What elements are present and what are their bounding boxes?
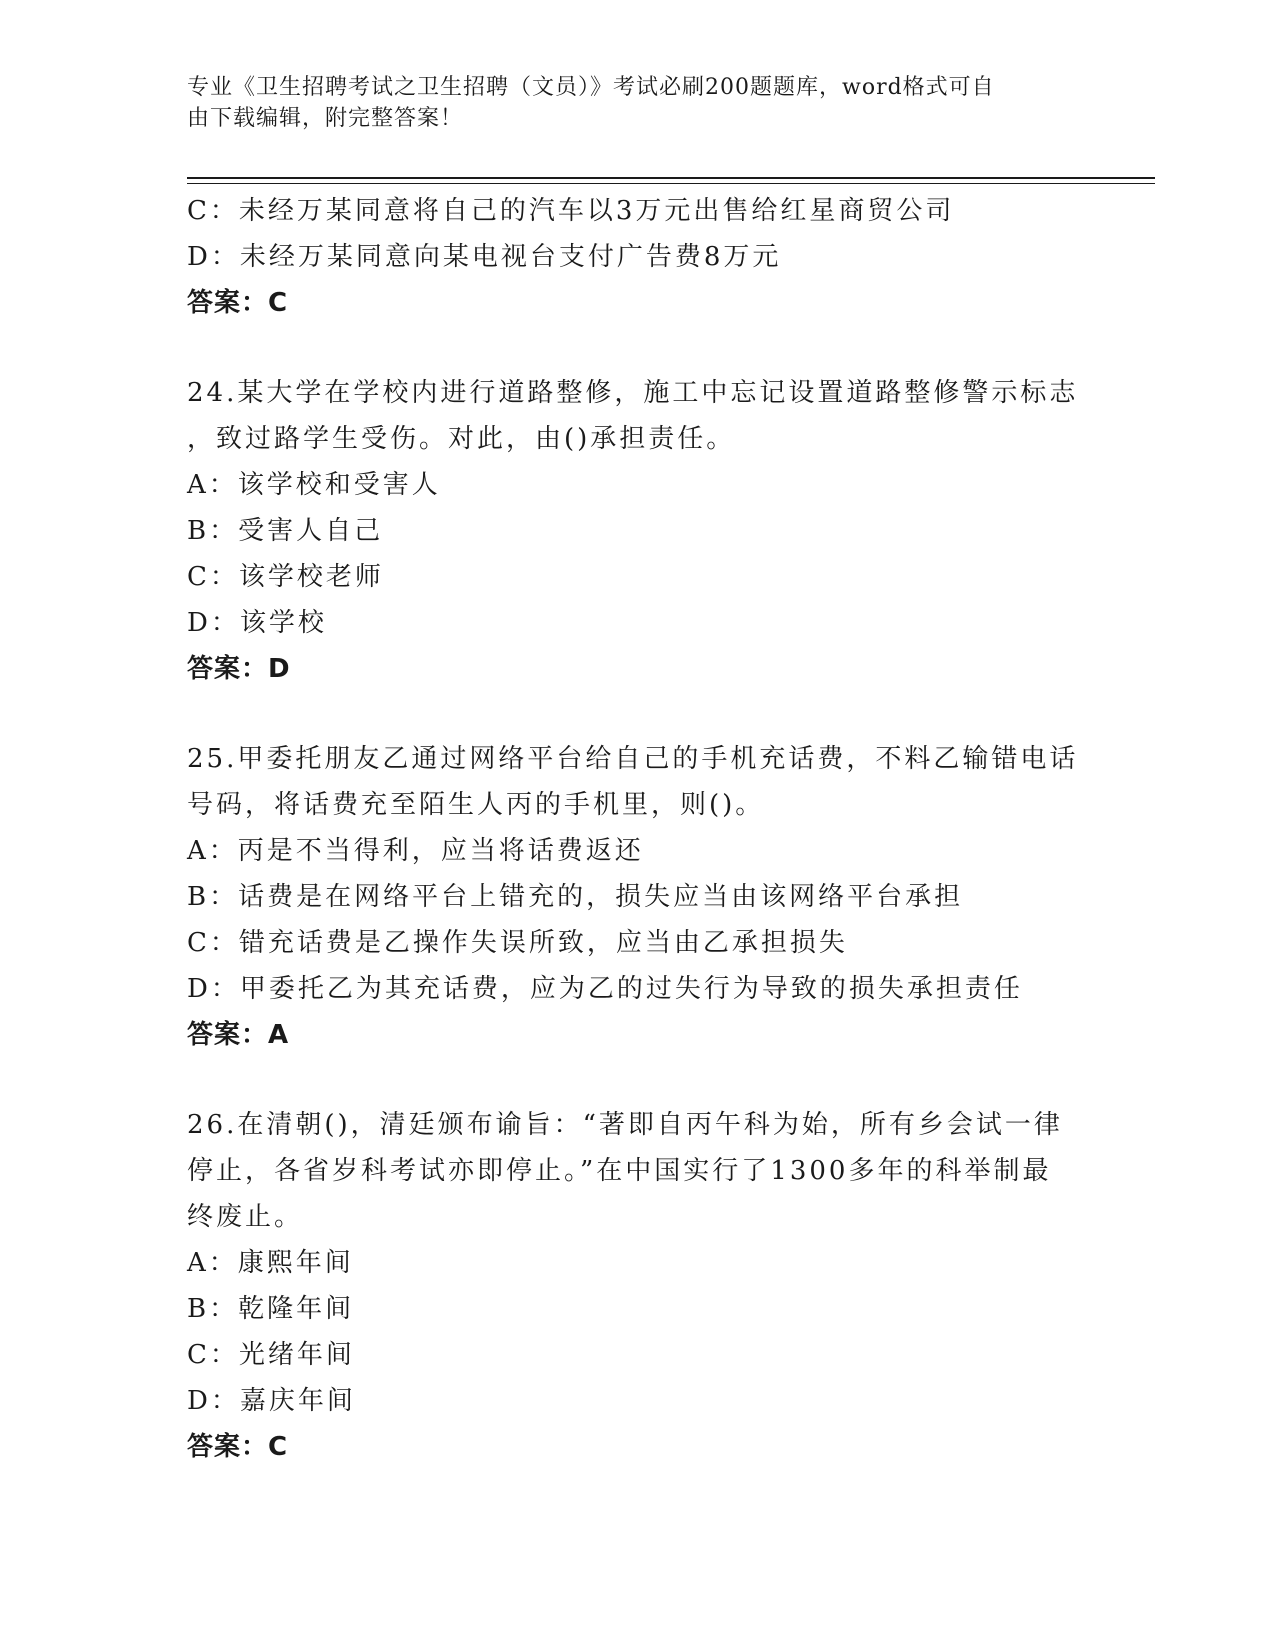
header-divider-thin (187, 183, 1155, 184)
question-25 (187, 736, 1087, 1058)
option-c: C：错充话费是乙操作失误所致，应当由乙承担损失 (187, 928, 848, 958)
question-stem: 26.在清朝()，清廷颁布谕旨：“著即自丙午科为始，所有乡会试一律 (187, 1110, 1063, 1140)
option-d: D：甲委托乙为其充话费，应为乙的过失行为导致的损失承担责任 (187, 974, 1023, 1004)
answer-line: 答案：C (187, 1432, 289, 1462)
question-24 (187, 370, 1087, 692)
question-stem: 停止，各省岁科考试亦即停止。”在中国实行了1300多年的科举制最 (187, 1156, 1052, 1186)
answer-line: 答案：A (187, 1020, 290, 1050)
header-divider-thick (187, 177, 1155, 179)
option-a: A：丙是不当得利，应当将话费返还 (187, 836, 644, 866)
option-c: C：未经万某同意将自己的汽车以3万元出售给红星商贸公司 (187, 196, 955, 226)
option-c: C：该学校老师 (187, 562, 384, 592)
question-stem: 号码，将话费充至陌生人丙的手机里，则()。 (187, 790, 765, 820)
answer-line: 答案：D (187, 654, 291, 684)
question-23-tail (187, 188, 1087, 326)
option-a: A：该学校和受害人 (187, 470, 441, 500)
option-d: D：该学校 (187, 608, 327, 638)
option-b: B：话费是在网络平台上错充的，损失应当由该网络平台承担 (187, 882, 964, 912)
question-stem: ，致过路学生受伤。对此，由()承担责任。 (187, 424, 736, 454)
document-header (187, 72, 1087, 134)
option-b: B：受害人自己 (187, 516, 384, 546)
option-a: A：康熙年间 (187, 1248, 354, 1278)
answer-line: 答案：C (187, 288, 289, 318)
question-26 (187, 1102, 1087, 1470)
question-stem: 终废止。 (187, 1202, 304, 1232)
header-line-2: 由下载编辑，附完整答案！ (187, 106, 464, 131)
question-stem: 25.甲委托朋友乙通过网络平台给自己的手机充话费，不料乙输错电话 (187, 744, 1079, 774)
header-line-1: 专业《卫生招聘考试之卫生招聘（文员）》考试必刷200题题库，word格式可自 (187, 75, 995, 100)
option-c: C：光绪年间 (187, 1340, 355, 1370)
option-d: D：嘉庆年间 (187, 1386, 356, 1416)
question-stem: 24.某大学在学校内进行道路整修，施工中忘记设置道路整修警示标志 (187, 378, 1079, 408)
option-b: B：乾隆年间 (187, 1294, 355, 1324)
option-d: D：未经万某同意向某电视台支付广告费8万元 (187, 242, 782, 272)
document-body (187, 188, 1087, 1470)
